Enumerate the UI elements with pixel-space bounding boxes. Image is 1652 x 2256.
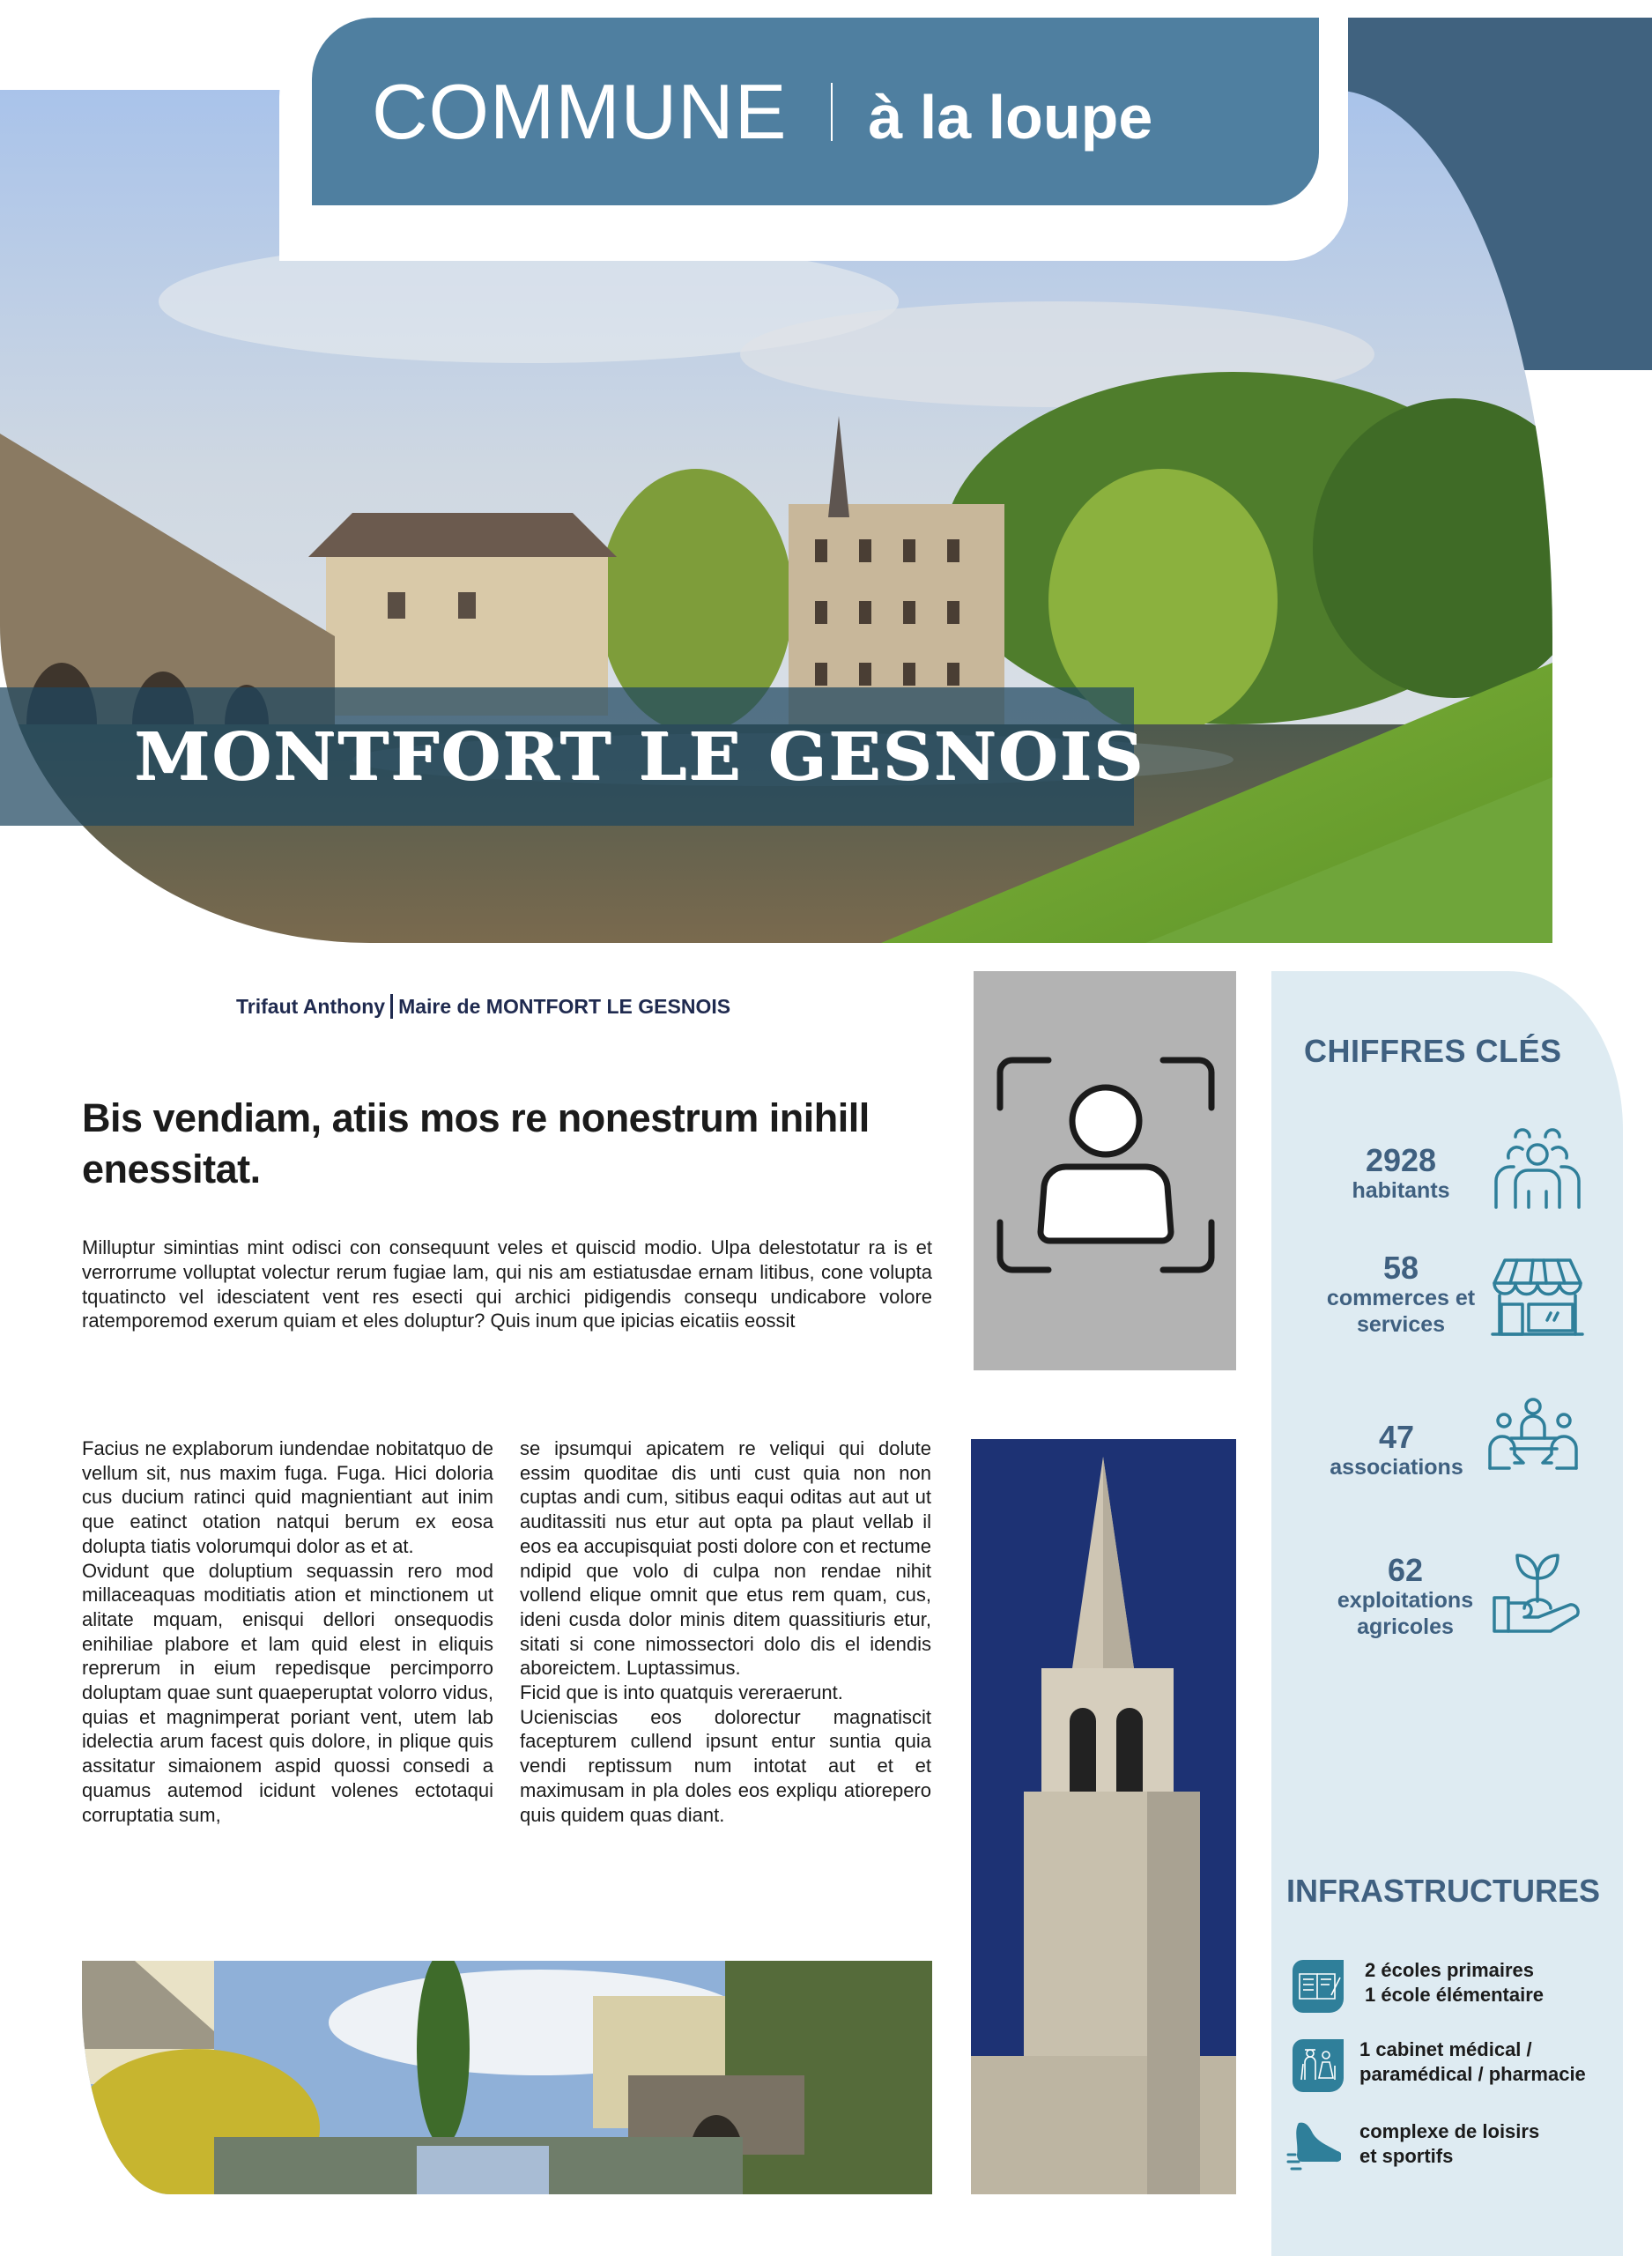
commune-title-banner (0, 687, 1145, 826)
header-brand: COMMUNE (372, 67, 788, 155)
infra-line: paramédical / pharmacie (1359, 2063, 1586, 2085)
infrastructures-title: INFRASTRUCTURES (1286, 1873, 1600, 1909)
infrastructure-item-medical (1359, 2037, 1586, 2087)
paragraph: Ucieniscias eos dolorectur magnatiscit facepturem cullend ipsunt entur suntia quia vendi reptissum num intotat aut et et maximusam in pla doles eos expliqu atiorepero quis quidem quas diant. (520, 1705, 931, 1826)
header-banner (312, 18, 1319, 205)
paragraph: se ipsumqui apicatem re veliqui qui dolute essim quoditae dis unti cust quia non non cuptas andi cum, sitibus eaqui oditas aut aut ut auditassiti nus etur aut opta pa plaut vellab il eos ea accupisquiat posti dolore con et rectume ndipid que volo di culpa non rendae nihit vollend elique omnit que etus rem quam, cus, ideni cusda dolor minis ditem quassitiuris etur, sitati si cone nimossectori dolo dis el idendis aboreictem. Luptassimus. (520, 1437, 931, 1680)
stat-farms (1308, 1554, 1502, 1640)
running-shoe-icon (1286, 2119, 1341, 2174)
article-intro: Milluptur simintias mint odisci con consequunt veles et quiscid modio. Ulpa delestotatur ra is et verrorrume volluptat volectur rerum fugiae lam, qui nis am estiatusdae ernam litibus, cone volupta tquatincto vel idesciatent vent res esecti qui archici pidigendis consequ undicabore volore ratemporemod exerum quiam et eles doluptur? Quis inum que ipicias eicatiis eossit (82, 1236, 932, 1332)
commune-name: MONTFORT LE GESNOIS (134, 718, 1145, 795)
user-portrait-icon (974, 971, 1236, 1370)
author-line (236, 994, 730, 1019)
paragraph: Ovidunt que doluptium sequassin rero mod millaceaquas moditiatis ation et minctionem ut alitate mquam, enisqui dellori onsequodis enihiliae plabore et lam quid elest in eliquis reprerum in eium repedisque percimporro doluptam quae sunt quaeperuptat volorro vidus, quias et magnimperat poriant vent, utem lab idelectia arum facest quis dolore, in plique quis assitatur simaionem aspid quossi consedi a quamus autemod icidunt volenes ectotaqui corruptatia sum, (82, 1559, 493, 1826)
article-column-2 (520, 1436, 931, 1827)
stat-number: 2928 (1365, 1142, 1437, 1178)
stat-label: exploitations agricoles (1337, 1588, 1474, 1639)
stat-population (1304, 1144, 1498, 1204)
infra-line: et sportifs (1359, 2145, 1454, 2167)
elderly-couple-icon (1291, 2037, 1345, 2092)
key-figures-title: CHIFFRES CLÉS (1304, 1033, 1562, 1069)
stat-number: 58 (1382, 1250, 1419, 1286)
stat-label: commerces et services (1326, 1286, 1476, 1337)
mayor-portrait-placeholder (974, 971, 1236, 1370)
stat-label: associations (1330, 1455, 1463, 1480)
author-role: Maire de MONTFORT LE GESNOIS (398, 995, 731, 1018)
people-group-icon (1489, 1119, 1586, 1216)
river-photo (82, 1961, 932, 2194)
infra-line: 1 cabinet médical / (1359, 2038, 1532, 2060)
stat-number: 62 (1387, 1552, 1424, 1588)
book-icon (1291, 1958, 1345, 2013)
stat-label: habitants (1352, 1178, 1450, 1203)
stat-shops (1304, 1251, 1498, 1338)
paragraph: Ficid que is into quatquis vereraerunt. (520, 1681, 843, 1704)
infrastructure-item-schools (1365, 1958, 1544, 2007)
author-separator (390, 994, 393, 1019)
infrastructure-item-sports (1359, 2119, 1539, 2169)
article-heading: Bis vendiam, atiis mos re nonestrum inihill enessitat. (82, 1095, 870, 1191)
stat-associations (1300, 1421, 1493, 1480)
header-subtitle: à la loupe (868, 82, 1153, 152)
infra-line: 2 écoles primaires (1365, 1959, 1535, 1981)
paragraph: Facius ne explaborum iundendae nobitatquo de vellum sit, nus maxim fuga. Fuga. Hici doloria cus ducium ratinci quid magnientiant aut inim que eatinct otation natqui berum ex eosa dolupta tiatis volorumqui dolor as et at. (82, 1437, 493, 1557)
infra-line: 1 école élémentaire (1365, 1984, 1545, 2006)
article-column-1 (82, 1436, 493, 1827)
church-photo (971, 1439, 1236, 2194)
infra-line: complexe de loisirs (1359, 2120, 1540, 2142)
header-separator (831, 83, 833, 141)
author-name: Trifaut Anthony (236, 995, 386, 1018)
plant-hand-icon (1489, 1547, 1586, 1644)
shop-icon (1489, 1250, 1586, 1347)
meeting-icon (1485, 1394, 1582, 1491)
stat-number: 47 (1378, 1419, 1415, 1455)
